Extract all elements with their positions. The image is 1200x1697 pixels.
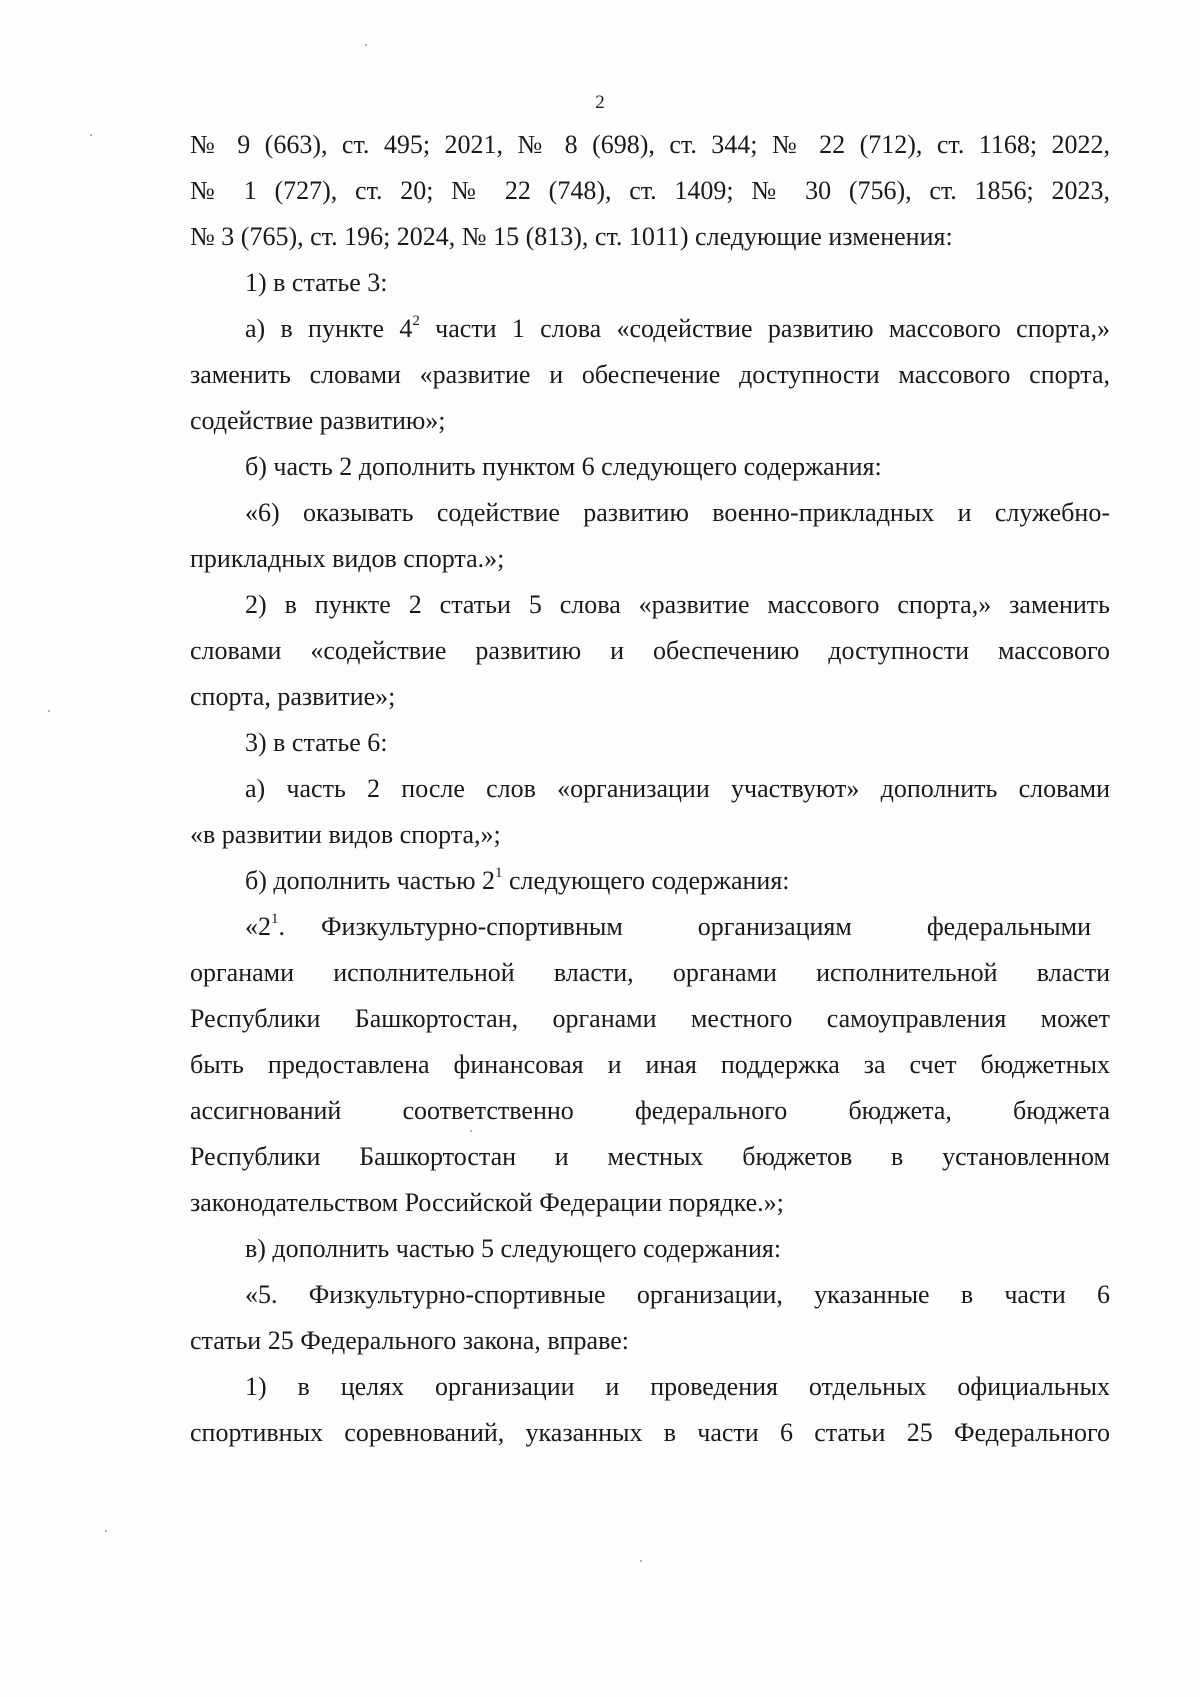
text-line: [245, 912, 1110, 942]
text-line: в) дополнить частью 5 следующего содержания:: [245, 1234, 782, 1263]
text-line: 1) в статье 3:: [245, 268, 388, 297]
text-fragment: следующего содержания:: [502, 866, 790, 895]
text-line: содействие развитию»;: [190, 406, 446, 435]
text-fragment: а) в пункте 4: [245, 314, 413, 343]
superscript: 2: [412, 313, 420, 329]
scan-speck: [48, 710, 50, 712]
text-line: Республики Башкортостан, органами местного самоуправления может: [190, 1004, 1110, 1033]
text-line: прикладных видов спорта.»;: [190, 544, 505, 573]
text-line: органами исполнительной власти, органами исполнительной власти: [190, 958, 1110, 987]
text-line: «5. Физкультурно-спортивные организации, указанные в части 6: [245, 1280, 1110, 1309]
text-line: № 3 (765), ст. 196; 2024, № 15 (813), ст. 1011) следующие изменения:: [190, 222, 953, 251]
scan-speck: [470, 1130, 472, 1132]
text-line: [245, 866, 790, 896]
text-line: б) часть 2 дополнить пунктом 6 следующего содержания:: [245, 452, 882, 481]
scan-speck: [365, 44, 367, 46]
scan-speck: [640, 1560, 642, 1562]
text-line: «6) оказывать содействие развитию военно-прикладных и служебно-: [245, 498, 1110, 527]
text-line: 3) в статье 6:: [245, 728, 388, 757]
text-fragment: «2: [245, 912, 271, 941]
text-line: «в развитии видов спорта,»;: [190, 820, 501, 849]
scan-speck: [105, 1530, 107, 1532]
text-fragment: .: [278, 912, 285, 941]
text-line: словами «содействие развитию и обеспечению доступности массового: [190, 636, 1110, 665]
text-line: спорта, развитие»;: [190, 682, 396, 711]
text-line: 1) в целях организации и проведения отдельных официальных: [245, 1372, 1110, 1401]
text-line: статьи 25 Федерального закона, вправе:: [190, 1326, 629, 1355]
text-line: [245, 314, 1110, 344]
text-line: № 1 (727), ст. 20; № 22 (748), ст. 1409; № 30 (756), ст. 1856; 2023,: [190, 176, 1110, 205]
text-line: а) часть 2 после слов «организации участвуют» дополнить словами: [245, 774, 1110, 803]
text-line: 2) в пункте 2 статьи 5 слова «развитие массового спорта,» заменить: [245, 590, 1110, 619]
text-line: быть предоставлена финансовая и иная поддержка за счет бюджетных: [190, 1050, 1110, 1079]
page-number: 2: [595, 92, 605, 113]
text-fragment: Физкультурно-спортивным организациям федеральными: [321, 912, 1091, 941]
text-line: № 9 (663), ст. 495; 2021, № 8 (698), ст. 344; № 22 (712), ст. 1168; 2022,: [190, 130, 1110, 159]
text-line: Республики Башкортостан и местных бюджетов в установленном: [190, 1142, 1110, 1171]
text-line: ассигнований соответственно федерального бюджета, бюджета: [190, 1096, 1110, 1125]
text-line: заменить словами «развитие и обеспечение доступности массового спорта,: [190, 360, 1110, 389]
superscript: 1: [495, 865, 503, 881]
text-fragment: б) дополнить частью 2: [245, 866, 496, 895]
text-line: законодательством Российской Федерации порядке.»;: [190, 1188, 784, 1217]
superscript: 1: [271, 911, 279, 927]
text-line: спортивных соревнований, указанных в части 6 статьи 25 Федерального: [190, 1418, 1110, 1447]
text-fragment: части 1 слова «содействие развитию массового спорта,»: [419, 314, 1110, 343]
scan-speck: [90, 134, 92, 136]
